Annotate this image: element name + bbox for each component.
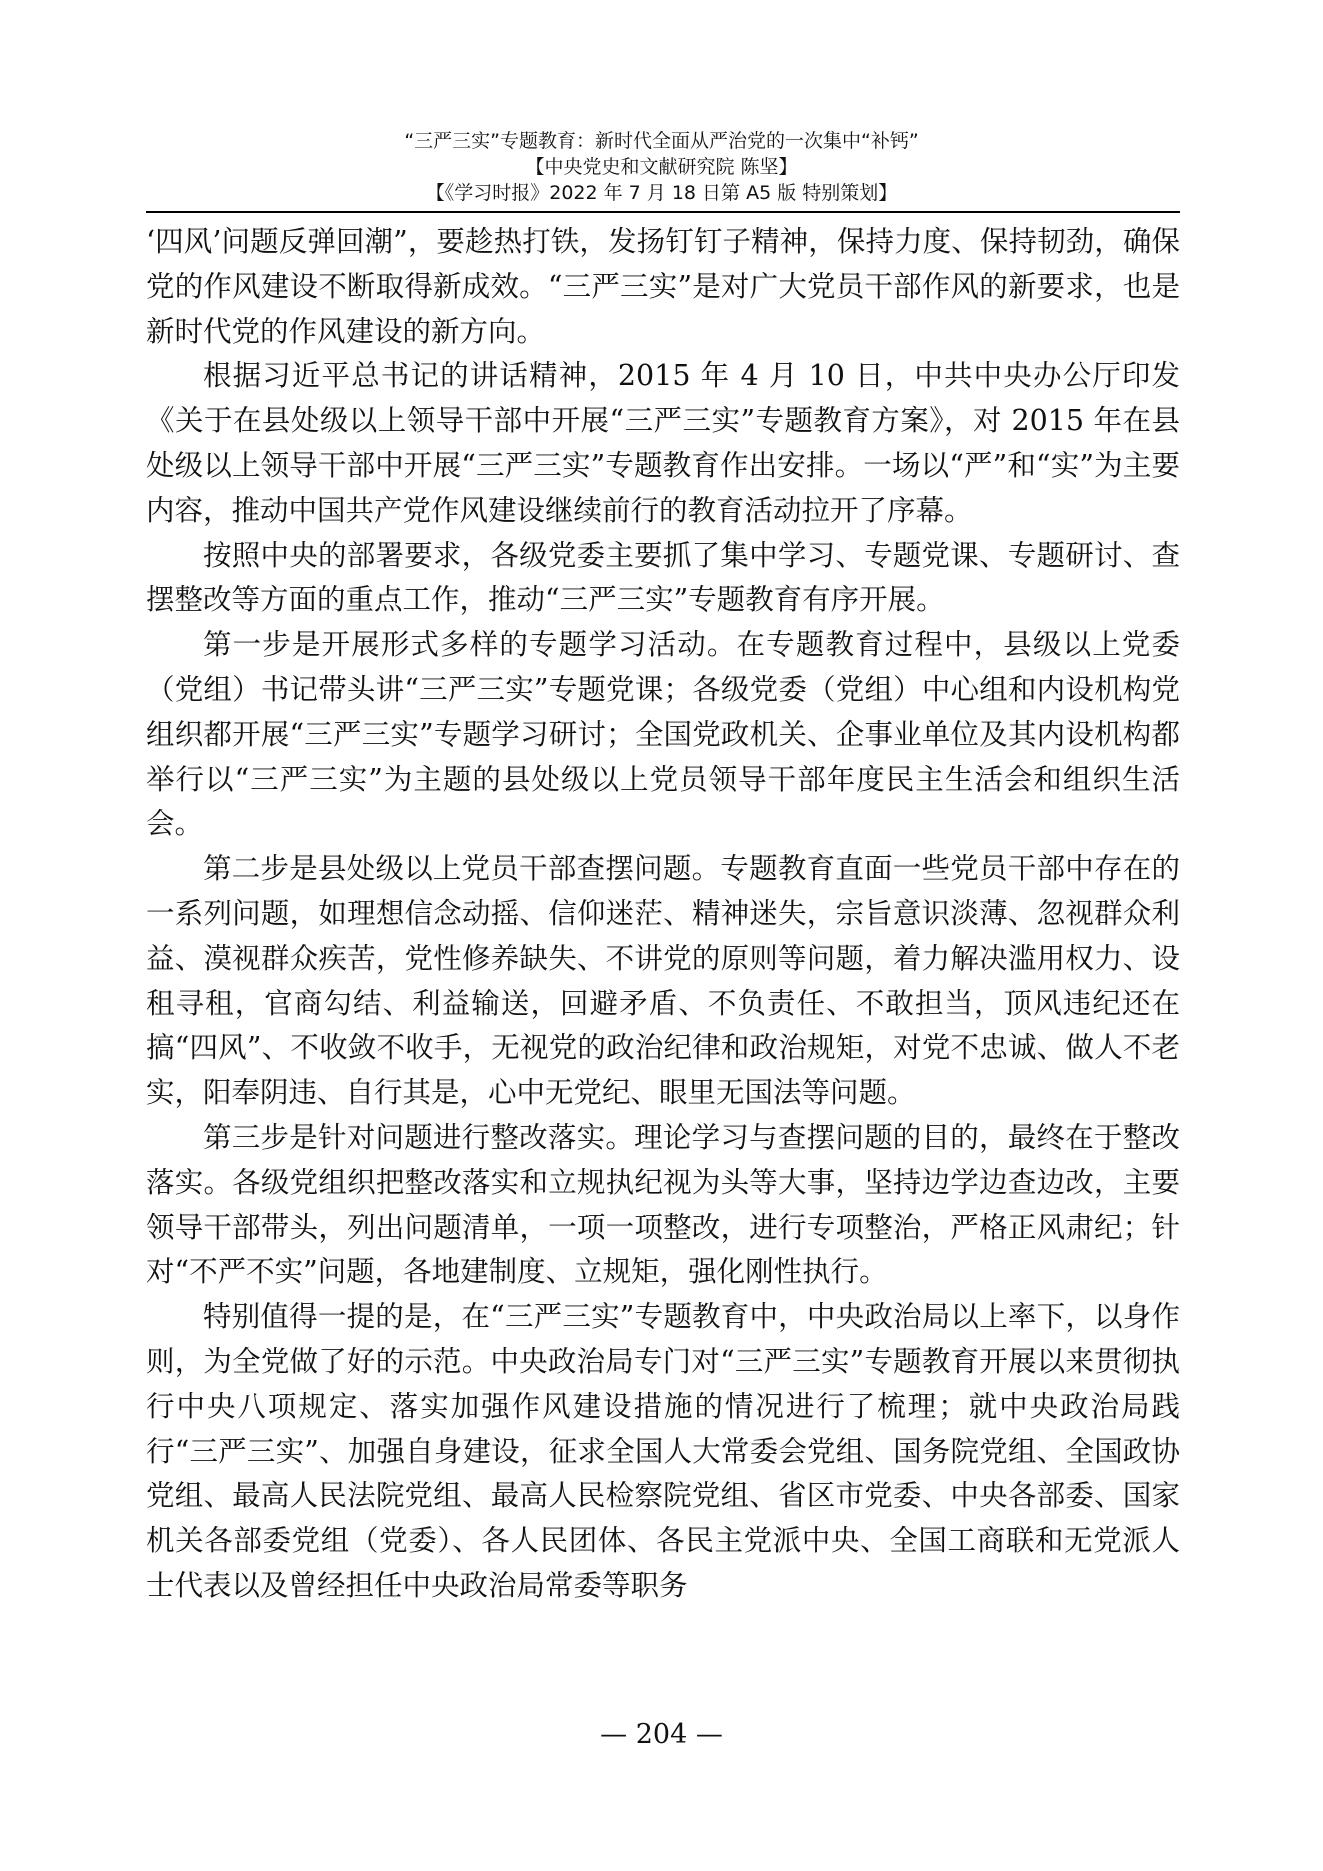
- article-body: [146, 220, 1180, 1609]
- paragraph: 特别值得一提的是，在“三严三实”专题教育中，中央政治局以上率下，以身作则，为全党做了好的示范。中央政治局专门对“三严三实”专题教育开展以来贯彻执行中央八项规定、落实加强作风建设措施的情况进行了梳理；就中央政治局践行“三严三实”、加强自身建设，征求全国人大常委会党组、国务院党组、全国政协党组、最高人民法院党组、最高人民检察院党组、省区市党委、中央各部委、国家机关各部委党组（党委）、各人民团体、各民主党派中央、全国工商联和无党派人士代表以及曾经担任中央政治局常委等职务: [146, 1300, 1180, 1602]
- paragraph: 根据习近平总书记的讲话精神，2015 年 4 月 10 日，中共中央办公厅印发《关于在县处级以上领导干部中开展“三严三实”专题教育方案》，对 2015 年在县处级以上领导干部中开展“三严三实”专题教育作出安排。一场以“严”和“实”为主要内容，推动中国共产党作风建设继续前行的教育活动拉开了序幕。: [146, 359, 1180, 527]
- page-header: [0, 128, 1323, 206]
- paragraph: 第一步是开展形式多样的专题学习活动。在专题教育过程中，县级以上党委（党组）书记带头讲“三严三实”专题党课；各级党委（党组）中心组和内设机构党组织都开展“三严三实”专题学习研讨；全国党政机关、企事业单位及其内设机构都举行以“三严三实”为主题的县处级以上党员领导干部年度民主生活会和组织生活会。: [146, 628, 1180, 841]
- header-title: “三严三实”专题教育：新时代全面从严治党的一次集中“补钙”: [404, 130, 919, 152]
- paragraph: ‘四风’问题反弹回潮”，要趁热打铁，发扬钉钉子精神，保持力度、保持韧劲，确保党的作风建设不断取得新成效。“三严三实”是对广大党员干部作风的新要求，也是新时代党的作风建设的新方向。: [146, 225, 1180, 348]
- paragraph: 按照中央的部署要求，各级党委主要抓了集中学习、专题党课、专题研讨、查摆整改等方面的重点工作，推动“三严三实”专题教育有序开展。: [146, 538, 1180, 617]
- page-number: — 204 —: [600, 1719, 723, 1750]
- paragraph: 第二步是县处级以上党员干部查摆问题。专题教育直面一些党员干部中存在的一系列问题，如理想信念动摇、信仰迷茫、精神迷失，宗旨意识淡薄、忽视群众利益、漠视群众疾苦，党性修养缺失、不讲党的原则等问题，着力解决滥用权力、设租寻租，官商勾结、利益输送，回避矛盾、不负责任、不敢担当，顶风违纪还在搞“四风”、不收敛不收手，无视党的政治纪律和政治规矩，对党不忠诚、做人不老实，阳奉阴违、自行其是，心中无党纪、眼里无国法等问题。: [146, 852, 1180, 1110]
- header-rule: [146, 211, 1180, 213]
- paragraph: 第三步是针对问题进行整改落实。理论学习与查摆问题的目的，最终在于整改落实。各级党组织把整改落实和立规执纪视为头等大事，坚持边学边查边改，主要领导干部带头，列出问题清单，一项一项整改，进行专项整治，严格正风肃纪；针对“不严不实”问题，各地建制度、立规矩，强化刚性执行。: [146, 1120, 1180, 1289]
- header-source: 【《学习时报》2022 年 7 月 18 日第 A5 版 特别策划】: [425, 182, 898, 204]
- header-author: 【中央党史和文献研究院 陈坚】: [525, 156, 798, 178]
